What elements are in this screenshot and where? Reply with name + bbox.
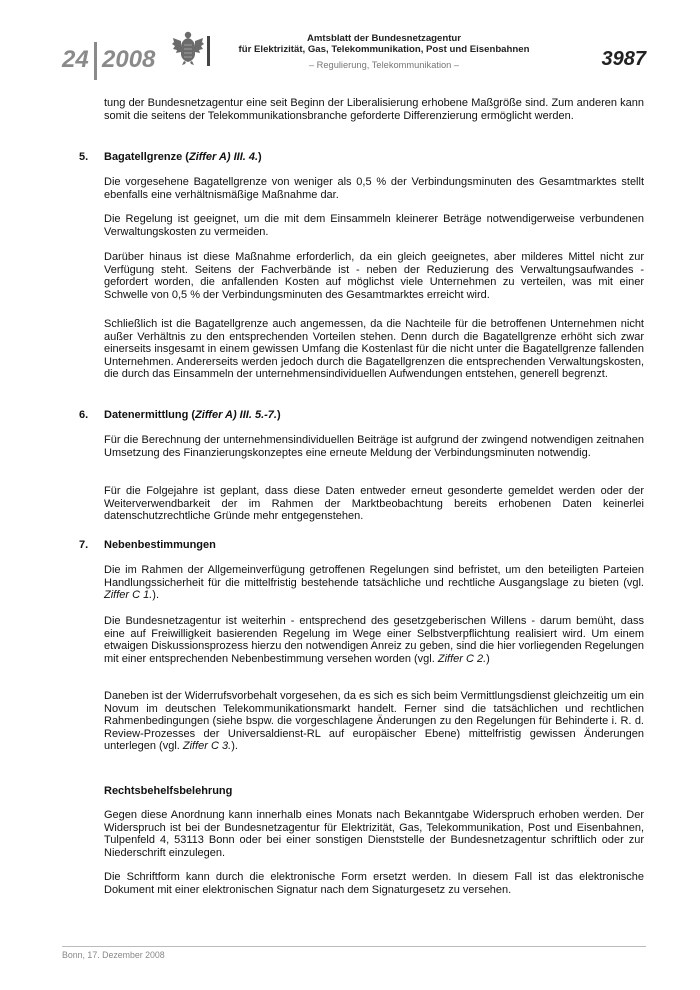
publication-title-sub: für Elektrizität, Gas, Telekommunikation, Post und Eisenbahnen: [238, 44, 530, 55]
legal-remedy-paragraph-2: Die Schriftform kann durch die elektronische Form ersetzt werden. In diesem Fall ist das elektronische Dokument mit einer elektronischen Signatur nach dem Signaturgesetz zu versehen.: [104, 871, 644, 896]
section-7-paragraph-3: [104, 690, 644, 753]
section-7-paragraph-1: [104, 564, 644, 602]
section-5-title: Bagatellgrenze (: [104, 151, 189, 163]
section-6-reference: Ziffer A) III. 5.-7.: [195, 409, 277, 421]
section-7-heading: Nebenbestimmungen: [104, 539, 216, 551]
section-7-p1-close: ).: [152, 589, 160, 602]
publication-title: Amtsblatt der Bundesnetzagentur: [306, 33, 462, 44]
federal-eagle-icon: [172, 30, 204, 66]
section-7-p2-close: ): [486, 652, 490, 665]
section-7-p1-text: Die im Rahmen der Allgemeinverfügung getroffenen Regelungen sind befristet, um den beteiligten Parteien Handlungssicherheit für die mittelfristig bestehende tatsächliche und rechtliche Ausgangslage zu bieten (vgl.: [104, 564, 644, 589]
section-5-heading: [104, 151, 262, 163]
section-5-close: ): [258, 151, 262, 163]
legal-remedy-heading: Rechtsbehelfsbelehrung: [104, 785, 233, 797]
section-7-paragraph-2: [104, 615, 644, 665]
section-7-p2-text: Die Bundesnetzagentur ist weiterhin - entsprechend des gesetzgeberischen Willens - darum bemüht, dass eine auf Freiwilligkeit basierenden Regelung im Wege einer Selbstverpflichtung realisiert wird. Um einem etwaigen Diskussionsprozess hierzu den notwendigen Anreiz zu geben, sind die hier vorliegenden Regelungen mit einer entsprechenden Nebenbestimmung versehen worden (vgl.: [104, 615, 644, 665]
paragraph-intro: tung der Bundesnetzagentur eine seit Beginn der Liberalisierung erhobene Maßgröße sind. Zum anderen kann somit die seitens der Telekommunikationsbranche geforderte Differenzierung ermöglicht werden.: [104, 97, 644, 122]
section-5-paragraph-3: Darüber hinaus ist diese Maßnahme erforderlich, da ein gleich geeignetes, aber milderes Mittel nicht zur Verfügung steht. Seitens der Fachverbände ist - neben der Reduzierung des Verwaltungsaufwandes - gefordert worden, die anfallenden Kosten auf möglichst viele Unternehmen zu verteilen, was mit einer Schwelle von 0,5 % der Verbindungsminuten des Gesamtmarktes erreicht wird.: [104, 251, 644, 301]
footer-date: Bonn, 17. Dezember 2008: [62, 950, 165, 960]
section-5-reference: Ziffer A) III. 4.: [188, 151, 259, 163]
section-6-heading: [104, 409, 281, 421]
section-6-title: Datenermittlung (: [104, 409, 196, 421]
page-number: 3987: [601, 48, 646, 70]
header-divider: [94, 42, 97, 80]
section-7-p1-reference: Ziffer C 1.: [104, 589, 153, 602]
section-7-number: 7.: [79, 539, 89, 551]
section-6-paragraph-2: Für die Folgejahre ist geplant, dass diese Daten entweder erneut gesonderte gemeldet werden oder der Weiterverwendbarkeit der im Rahmen der Marktbeobachtung bereits erhobenen Daten keinerlei datenschutzrechtliche Gründe mehr entgegenstehen.: [104, 485, 644, 523]
publication-section: – Regulierung, Telekommunikation –: [308, 60, 460, 70]
section-6-close: ): [276, 409, 281, 421]
section-6-paragraph-1: Für die Berechnung der unternehmensindividuellen Beiträge ist aufgrund der zwingend notwendigen zeitnahen Umsetzung des Finanzierungskonzeptes eine erneute Meldung der Verbindungsminuten notwendig.: [104, 434, 644, 459]
issue-year: 2008: [102, 46, 156, 73]
legal-remedy-paragraph-1: Gegen diese Anordnung kann innerhalb eines Monats nach Bekanntgabe Widerspruch erhoben werden. Der Widerspruch ist bei der Bundesnetzagentur für Elektrizität, Gas, Telekommunikation, Post und Eisenbahnen, Tulpenfeld 4, 53113 Bonn oder bei einer sonstigen Dienststelle der Bundesnetzagentur schriftlich oder zur Niederschrift einzulegen.: [104, 809, 644, 859]
header-bar: [207, 36, 210, 66]
footer-divider: [62, 946, 646, 947]
section-5-number: 5.: [79, 151, 89, 163]
section-5-paragraph-4: Schließlich ist die Bagatellgrenze auch angemessen, da die Nachteile für die betroffenen Unternehmen nicht außer Verhältnis zu den entsprechenden Vorteilen stehen. Denn durch die Bagatellgrenze erhöht sich zwar einerseits insgesamt in einem gewissen Umfang die Kostenlast für die nicht unter die Bagatellgrenze fallenden Unternehmen. Andererseits werden jedoch durch die Bagatellgrenzen die entsprechenden Verwaltungskosten, die durch das Einsammeln der unternehmensindividuellen Aufwendungen entstehen, generell begrenzt.: [104, 318, 644, 381]
section-7-p3-reference: Ziffer C 3.: [182, 740, 232, 753]
section-7-p3-close: ).: [231, 740, 238, 753]
section-5-paragraph-2: Die Regelung ist geeignet, um die mit dem Einsammeln kleinerer Beträge notwendigerweise verbundenen Verwaltungskosten zu vermeiden.: [104, 213, 644, 238]
section-7-p2-reference: Ziffer C 2.: [437, 652, 487, 665]
issue-number: 24: [62, 46, 89, 73]
section-7-p3-text: Daneben ist der Widerrufsvorbehalt vorgesehen, da es sich es sich beim Vermittlungsdienst gleichzeitig um ein Novum im deutschen Telekommunikationsmarkt handelt. Ferner sind die tatsächlichen und rechtlichen Rahmenbedingungen (siehe bspw. die vorgeschlagene Änderungen zu den Regelungen für Behinderte i. R. d. Review-Prozesses der Universaldienst-RL auf europäischer Ebene) mittelfristig gewissen Änderungen unterlegen (vgl.: [104, 690, 644, 753]
section-6-number: 6.: [79, 409, 89, 421]
section-5-paragraph-1: Die vorgesehene Bagatellgrenze von weniger als 0,5 % der Verbindungsminuten des Gesamtmarktes stellt ebenfalls eine verhältnismäßige Maßnahme dar.: [104, 176, 644, 201]
